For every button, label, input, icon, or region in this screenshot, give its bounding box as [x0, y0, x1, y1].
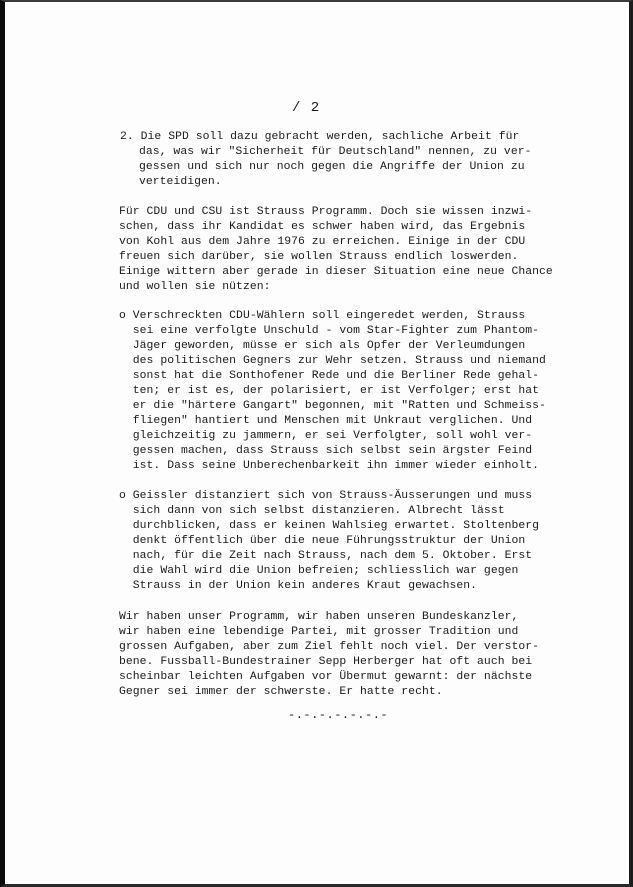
bullet-1-line: ist. Dass seine Unberechenbarkeit ihn immer wieder einholt.	[119, 460, 540, 472]
bullet-1-line: sonst hat die Sonthofener Rede und die Berliner Rede gehal-	[119, 370, 540, 382]
bullet-1-line: er die "härtere Gangart" begonnen, mit "Ratten und Schmeiss-	[119, 400, 546, 412]
closing-paragraph-line: Gegner sei immer der schwerste. Er hatte recht.	[119, 686, 443, 698]
bullet-2-line: durchblicken, dass er keinen Wahlsieg erwartet. Stoltenberg	[119, 520, 540, 532]
item-2-line: verteidigen.	[139, 176, 222, 188]
closing-paragraph-line: scheinbar leichten Aufgaben vor Übermut gewarnt: der nächste	[119, 671, 533, 683]
bullet-1-line: gleichzeitig zu jammern, er sei Verfolgter, soll wohl ver-	[119, 430, 533, 442]
closing-paragraph-line: wir haben eine lebendige Partei, mit grosser Tradition und	[119, 626, 519, 638]
intro-paragraph-line: von Kohl aus dem Jahre 1976 zu erreichen. Einige in der CDU	[119, 236, 526, 248]
page-number: / 2	[292, 100, 321, 116]
item-2-line: gessen und sich nur noch gegen die Angriffe der Union zu	[139, 161, 525, 173]
closing-paragraph-line: bene. Fussball-Bundestrainer Sepp Herberger hat oft auch bei	[119, 656, 533, 668]
intro-paragraph-line: Einige wittern aber gerade in dieser Situation eine neue Chance	[119, 266, 553, 278]
intro-paragraph-line: freuen sich darüber, sie wollen Strauss endlich loswerden.	[119, 251, 519, 263]
bullet-2-line: o Geissler distanziert sich von Strauss-Äusserungen und muss	[119, 490, 533, 502]
bullet-1-line: o Verschreckten CDU-Wählern soll eingeredet werden, Strauss	[119, 310, 526, 322]
bullet-1-line: fliegen" hantiert und Menschen mit Unkraut verglichen. Und	[119, 415, 533, 427]
closing-paragraph-line: Wir haben unser Programm, wir haben unseren Bundeskanzler,	[119, 611, 519, 623]
intro-paragraph-line: schen, dass ihr Kandidat es schwer haben wird, das Ergebnis	[119, 221, 526, 233]
bullet-2-line: denkt öffentlich über die neue Führungsstruktur der Union	[119, 535, 526, 547]
bullet-1-line: ten; er ist es, der polarisiert, er ist Verfolger; erst hat	[119, 385, 540, 397]
bullet-2-line: nach, für die Zeit nach Strauss, nach dem 5. Oktober. Erst	[119, 550, 533, 562]
bullet-1-line: Jäger geworden, müsse er sich als Opfer der Verleumdungen	[119, 340, 526, 352]
bullet-1-line: des politischen Gegners zur Wehr setzen. Strauss und niemand	[119, 355, 546, 367]
bullet-2-line: sich dann von sich selbst distanzieren. Albrecht lässt	[119, 505, 505, 517]
closing-separator: -.-.-.-.-.-.-	[288, 708, 389, 722]
item-2-line: das, was wir "Sicherheit für Deutschland" nennen, zu ver-	[139, 146, 532, 158]
bullet-2-line: Strauss in der Union kein anderes Kraut gewachsen.	[119, 580, 478, 592]
closing-paragraph-line: grossen Aufgaben, aber zum Ziel fehlt noch viel. Der verstor-	[119, 641, 540, 653]
intro-paragraph-line: und wollen sie nützen:	[119, 281, 271, 293]
bullet-1-line: sei eine verfolgte Unschuld - vom Star-Fighter zum Phantom-	[119, 325, 540, 337]
bullet-1-line: gessen machen, dass Strauss sich selbst sein ärgster Feind	[119, 445, 533, 457]
intro-paragraph-line: Für CDU und CSU ist Strauss Programm. Doch sie wissen inzwi-	[119, 206, 533, 218]
item-2-line: 2. Die SPD soll dazu gebracht werden, sachliche Arbeit für	[120, 131, 520, 143]
bullet-2-line: die Wahl wird die Union befreien; schliesslich war gegen	[119, 565, 519, 577]
